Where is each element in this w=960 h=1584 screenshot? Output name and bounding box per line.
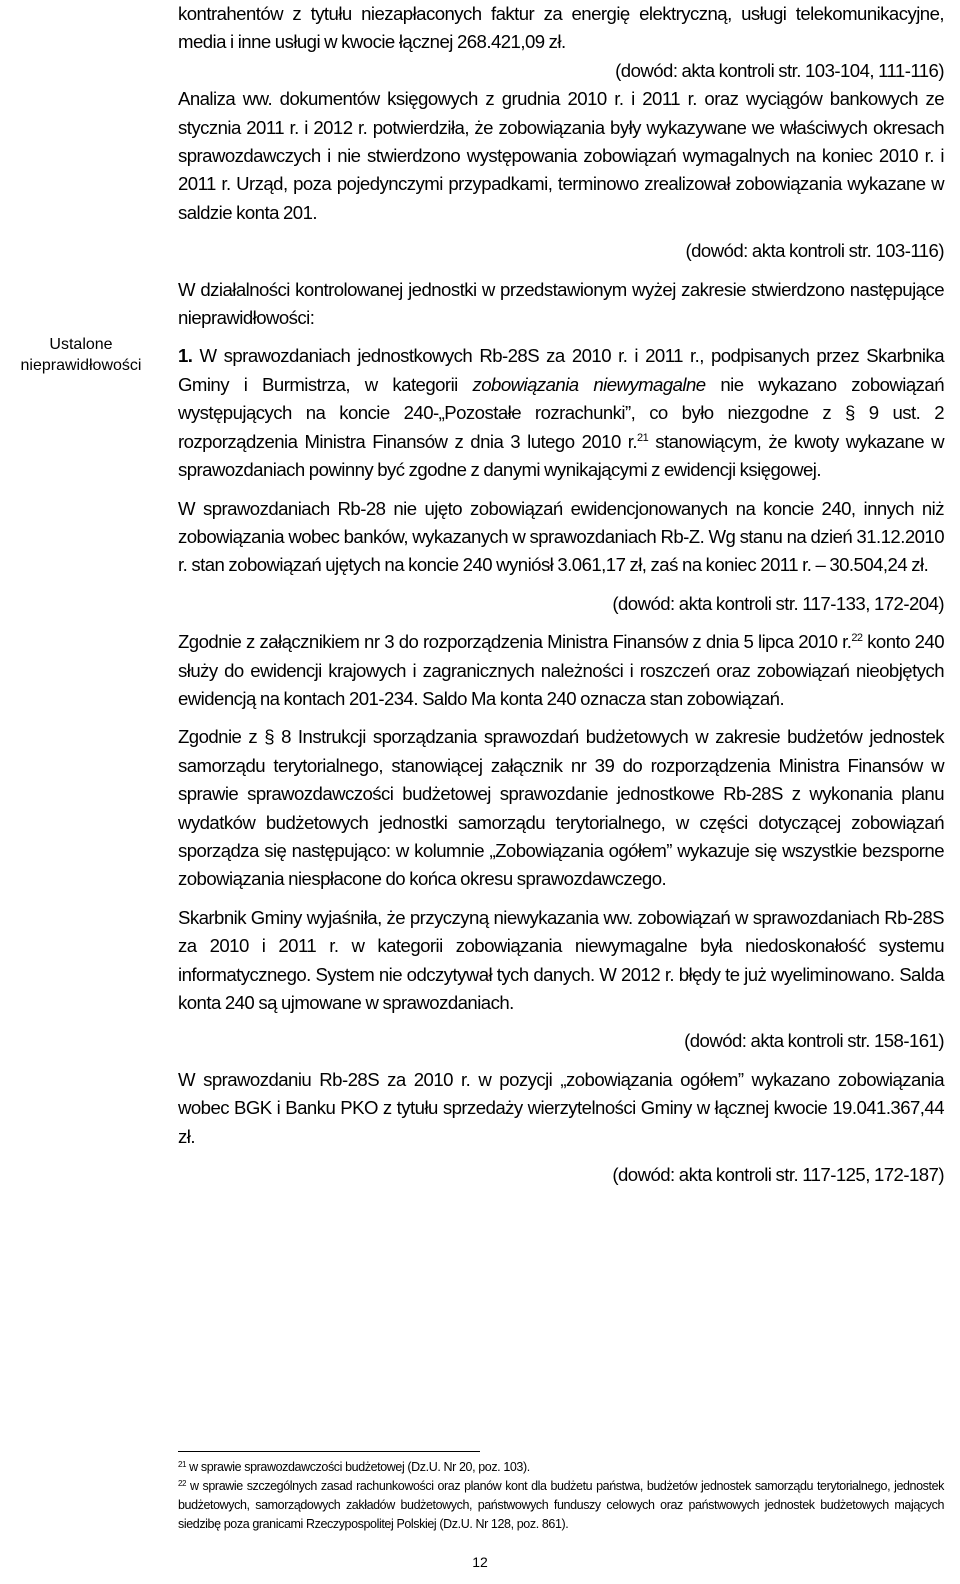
- margin-label-line1: Ustalone: [49, 336, 113, 353]
- paragraph-1: kontrahentów z tytułu niezapłaconych faktur za energię elektryczną, usługi telekomunikacyjne, media i inne usługi w kwocie łącznej 268.421,09 zł.: [178, 3, 944, 53]
- paragraph-6: [178, 628, 944, 713]
- evidence-reference-5: (dowód: akta kontroli str. 117-125, 172-187): [612, 1164, 944, 1186]
- paragraph-3: W działalności kontrolowanej jednostki w przedstawionym wyżej zakresie stwierdzono następujące nieprawidłowości:: [178, 278, 944, 329]
- finding-1-text-a: W sprawozdaniach jednostkowych Rb-28S za 2010 r. i 2011 r., podpisanych przez Skarbnika Gminy i Burmistrza, w kategorii: [178, 345, 944, 395]
- paragraph-8: Skarbnik Gminy wyjaśniła, że przyczyną niewykazania ww. zobowiązań w sprawozdaniach Rb-28S za 2010 i 2011 r. w kategorii zobowiązania niewymagalne była niedoskonałość systemu informatycznego. System nie odczytywał tych danych. W 2012 r. błędy te już wyeliminowano. Salda konta 240 są ujmowane w sprawozdaniach.: [178, 906, 944, 1013]
- paragraph-6-text-b: konto 240 służy do ewidencji krajowych i zagranicznych należności i roszczeń oraz zobowiązań nieobjętych ewidencją na kontach 201-234. Saldo Ma konta 240 oznacza stan zobowiązań.: [178, 631, 944, 709]
- evidence-reference-3: (dowód: akta kontroli str. 117-133, 172-204): [612, 592, 944, 614]
- paragraph-9: W sprawozdaniu Rb-28S za 2010 r. w pozycji „zobowiązania ogółem” wykazano zobowiązania wobec BGK i Banku PKO z tytułu sprzedaży wierzytelności Gminy w łącznej kwocie 19.041.367,44 zł.: [178, 1068, 944, 1147]
- evidence-reference-1: (dowód: akta kontroli str. 103-104, 111-116): [615, 59, 944, 81]
- footnote-22: [178, 1477, 944, 1534]
- footnote-21: [178, 1458, 944, 1477]
- paragraph-7: Zgodnie z § 8 Instrukcji sporządzania sprawozdań budżetowych w zakresie budżetów jednostek samorządu terytorialnego, stanowiącej załącznik nr 39 do rozporządzenia Ministra Finansów w sprawie sprawozdawczości budżetowej sprawozdanie jednostkowe Rb-28S z wykonania planu wydatków budżetowych jednostki samorządu terytorialnego, w części dotyczącej zobowiązań sporządza się następująco: w kolumnie „Zobowiązania ogółem” wykazuje się wszystkie bezsporne zobowiązania niespłacone do końca okresu sprawozdawczego.: [178, 726, 944, 890]
- footnote-22-text: w sprawie szczególnych zasad rachunkowości oraz planów kont dla budżetu państwa, budżetów jednostek samorządu terytorialnego, jednostek budżetowych, samorządowych zakładów budżetowych, państwowych funduszy celowych oraz państwowych jednostek budżetowych mających siedzibę poza granicami Rzeczypospolitej Polskiej (Dz.U. Nr 128, poz. 861).: [178, 1479, 944, 1531]
- finding-number: 1.: [178, 345, 193, 367]
- page-number: 12: [472, 1554, 488, 1570]
- main-text: [178, 0, 944, 1189]
- footnotes: [178, 1458, 944, 1534]
- footnote-21-text: w sprawie sprawozdawczości budżetowej (Dz.U. Nr 20, poz. 103).: [186, 1460, 530, 1474]
- evidence-reference-2: (dowód: akta kontroli str. 103-116): [685, 240, 944, 262]
- paragraph-2: Analiza ww. dokumentów księgowych z grudnia 2010 r. i 2011 r. oraz wyciągów bankowych ze stycznia 2011 r. i 2012 r. potwierdziła, że zobowiązania były wykazywane we właściwych okresach sprawozdawczych i nie stwierdzono występowania zobowiązań wymagalnych na koniec 2010 r. i 2011 r. Urząd, poza pojedynczymi przypadkami, terminowo zrealizował zobowiązania wykazane w saldzie konta 201.: [178, 88, 944, 223]
- footnote-ref-21: 21: [637, 431, 649, 444]
- paragraph-5: W sprawozdaniach Rb-28 nie ujęto zobowiązań ewidencjonowanych na koncie 240, innych niż zobowiązania wobec banków, wykazanych w sprawozdaniach Rb-Z. Wg stanu na dzień 31.12.2010 r. stan zobowiązań ujętych na koncie 240 wyniósł 3.061,17 zł, zaś na koniec 2011 r. – 30.504,24 zł.: [178, 497, 944, 576]
- evidence-reference-4: (dowód: akta kontroli str. 158-161): [684, 1030, 944, 1052]
- finding-1-text-c: stanowiącym, że kwoty wykazane w sprawozdaniach powinny być zgodne z danymi wynikającymi z ewidencji księgowej.: [178, 430, 944, 481]
- footnote-ref-22: 22: [851, 632, 863, 645]
- footnote-separator: [178, 1451, 480, 1452]
- finding-1-text-b: nie wykazano zobowiązań występujących na koncie 240-„Pozostałe rozrachunki”, co było niezgodne z § 9 ust. 2 rozporządzenia Ministra Finansów z dnia 3 lutego 2010 r.: [178, 373, 944, 452]
- footnote-21-mark: 21: [178, 1460, 187, 1469]
- margin-label: [0, 334, 162, 376]
- finding-1-paragraph: [178, 342, 944, 484]
- finding-1-emphasis: zobowiązania niewymagalne: [472, 373, 706, 395]
- paragraph-6-text-a: Zgodnie z załącznikiem nr 3 do rozporządzenia Ministra Finansów z dnia 5 lipca 2010 r.: [178, 631, 852, 653]
- margin-label-line2: nieprawidłowości: [20, 357, 142, 374]
- footnote-22-mark: 22: [178, 1479, 187, 1488]
